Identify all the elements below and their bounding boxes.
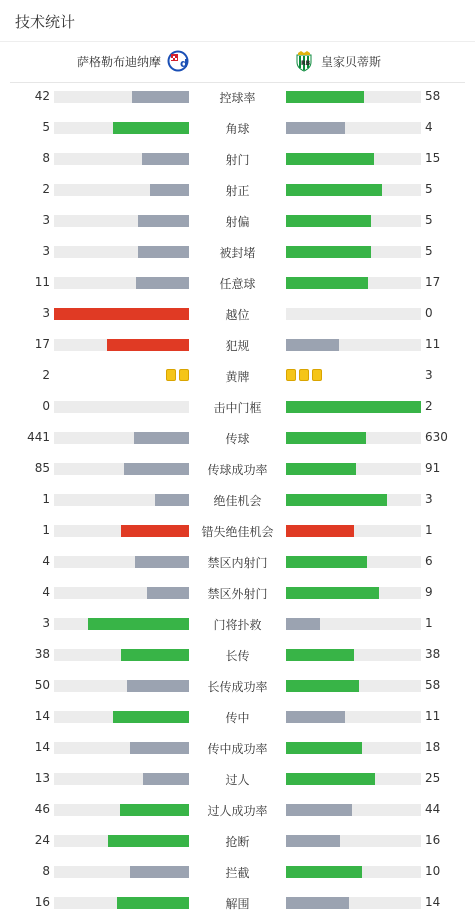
home-stat-value: 3 [42,616,50,630]
away-stat-value: 6 [425,554,433,568]
away-stat-bar-fill [286,773,375,785]
yellow-card-icon [179,369,189,381]
stat-label: 禁区内射门 [207,556,268,570]
away-stat-bar-fill [286,618,320,630]
home-stat-value: 46 [34,802,50,816]
home-stat-value: 1 [42,492,50,506]
away-stat-bar-fill [286,556,367,568]
away-stat-bar-fill [286,587,379,599]
home-stat-bar [54,711,189,723]
home-stat-value: 16 [34,895,50,909]
away-stat-bar-fill [286,649,354,661]
home-stat-value: 85 [34,461,50,475]
stat-row [0,515,475,546]
home-stat-bar [54,246,189,258]
stat-row [0,484,475,515]
home-stat-bar [54,432,189,444]
stat-row [0,391,475,422]
away-stat-bar-fill [286,277,368,289]
stat-row [0,887,475,918]
away-stat-bar-fill [286,122,345,134]
away-stat-bar-fill [286,866,362,878]
stat-label: 过人 [225,773,250,787]
stat-label: 任意球 [219,277,256,291]
home-stat-value: 3 [42,213,50,227]
stat-label: 角球 [225,122,250,136]
home-stat-bar-fill [113,711,189,723]
away-stat-bar-fill [286,246,371,258]
away-team[interactable] [293,50,381,72]
away-stat-value: 3 [425,368,433,382]
home-stat-value: 3 [42,244,50,258]
stat-label: 射门 [225,153,250,167]
stat-label: 传中成功率 [207,742,268,756]
away-stat-value: 630 [425,430,448,444]
away-stat-bar-fill [286,897,349,909]
away-stat-bar [286,680,421,692]
away-stat-value: 17 [425,275,441,289]
stat-label: 传中 [225,711,250,725]
home-stat-bar [54,897,189,909]
away-stat-bar [286,556,421,568]
home-stat-bar [54,556,189,568]
teams-header [10,42,465,83]
home-stat-bar [54,401,189,413]
home-stat-bar-fill [121,649,189,661]
stats-list [0,81,475,918]
away-stat-bar [286,91,421,103]
home-stat-bar-fill [130,866,189,878]
away-stat-value: 44 [425,802,441,816]
home-stat-bar [54,866,189,878]
home-stat-bar [54,618,189,630]
page-title: 技术统计 [15,13,76,31]
away-stat-value: 25 [425,771,441,785]
stat-label: 拦截 [225,866,250,880]
home-stat-bar-fill [143,773,189,785]
home-stat-bar-fill [150,184,189,196]
away-stat-value: 15 [425,151,441,165]
away-stat-bar-fill [286,742,362,754]
home-stat-bar [54,835,189,847]
away-stat-bar [286,649,421,661]
away-stat-bar [286,308,421,320]
home-team-name: 萨格勒布迪纳摩 [76,54,161,69]
stat-label: 错失绝佳机会 [201,525,274,539]
stat-label: 传球 [225,432,250,446]
stat-row [0,236,475,267]
home-stat-bar-fill [147,587,189,599]
away-team-name: 皇家贝蒂斯 [321,54,382,69]
home-stat-bar-fill [108,835,189,847]
away-stat-value: 3 [425,492,433,506]
home-stat-bar-fill [155,494,189,506]
home-stat-bar [54,308,189,320]
away-stat-value: 14 [425,895,441,909]
home-stat-bar-fill [54,308,189,320]
away-stat-bar-fill [286,835,340,847]
stat-row [0,825,475,856]
home-stat-bar [54,184,189,196]
home-stat-bar-fill [113,122,189,134]
stat-row [0,329,475,360]
yellow-card-icon [286,369,296,381]
stat-row [0,856,475,887]
stat-row [0,360,475,391]
away-stat-bar-fill [286,680,359,692]
stat-label: 过人成功率 [207,804,268,818]
away-stat-value: 5 [425,244,433,258]
stat-row [0,763,475,794]
stat-label: 禁区外射门 [207,587,268,601]
away-stat-value: 1 [425,523,433,537]
yellow-card-icon [312,369,322,381]
away-stat-value: 58 [425,89,441,103]
svg-text:RB: RB [301,60,311,67]
home-stat-bar [54,277,189,289]
stat-label: 被封堵 [219,246,256,260]
away-stat-value: 10 [425,864,441,878]
away-stat-value: 1 [425,616,433,630]
stat-label: 射偏 [225,215,250,229]
home-stat-value: 3 [42,306,50,320]
home-stat-bar [54,649,189,661]
stat-label: 传球成功率 [207,463,268,477]
away-stat-bar [286,401,421,413]
home-yellow-cards [166,369,189,381]
stat-row [0,608,475,639]
stat-row [0,267,475,298]
away-stat-bar-fill [286,401,421,413]
away-stat-bar [286,773,421,785]
away-stat-bar [286,277,421,289]
stat-row [0,422,475,453]
home-stat-bar-fill [138,215,189,227]
away-stat-value: 5 [425,213,433,227]
home-stat-value: 14 [34,740,50,754]
home-stat-value: 441 [27,430,50,444]
home-stat-bar [54,463,189,475]
away-stat-bar-fill [286,153,374,165]
away-stat-bar [286,711,421,723]
home-stat-value: 1 [42,523,50,537]
away-stat-bar [286,587,421,599]
home-stat-value: 8 [42,151,50,165]
yellow-card-icon [166,369,176,381]
home-stat-bar-fill [136,277,189,289]
away-stat-value: 0 [425,306,433,320]
away-stat-value: 58 [425,678,441,692]
home-stat-value: 4 [42,585,50,599]
home-stat-bar-fill [124,463,189,475]
home-stat-bar [54,525,189,537]
away-stat-value: 38 [425,647,441,661]
stat-label: 射正 [225,184,250,198]
stat-label: 抢断 [225,835,250,849]
away-stat-value: 11 [425,709,441,723]
stat-label: 长传 [225,649,250,663]
away-stat-bar-fill [286,711,345,723]
stat-row [0,143,475,174]
stat-row [0,701,475,732]
away-stat-bar [286,742,421,754]
home-stat-bar-fill [142,153,189,165]
home-stat-bar-fill [130,742,189,754]
home-stat-value: 42 [34,89,50,103]
home-team[interactable] [77,50,189,72]
yellow-card-icon [299,369,309,381]
home-stat-bar [54,153,189,165]
away-stat-value: 2 [425,399,433,413]
away-stat-value: 16 [425,833,441,847]
stat-label: 控球率 [219,91,256,105]
stat-label: 门将扑救 [213,618,262,632]
stat-row [0,577,475,608]
home-stat-bar [54,339,189,351]
home-stat-bar [54,587,189,599]
away-stat-bar-fill [286,339,339,351]
home-stat-bar-fill [127,680,189,692]
away-stat-bar [286,432,421,444]
away-stat-bar [286,339,421,351]
away-stat-bar-fill [286,463,356,475]
home-stat-value: 2 [42,182,50,196]
stat-row [0,732,475,763]
home-stat-bar [54,773,189,785]
home-stat-value: 2 [42,368,50,382]
dinamo-zagreb-crest-icon [167,50,189,72]
home-stat-bar [54,804,189,816]
home-stat-value: 0 [42,399,50,413]
home-stat-value: 24 [34,833,50,847]
home-stat-bar-fill [121,525,189,537]
stat-label: 黄牌 [225,370,250,384]
away-stat-bar [286,618,421,630]
stat-row [0,174,475,205]
home-stat-value: 11 [34,275,50,289]
away-stat-bar [286,525,421,537]
stat-row [0,205,475,236]
stat-row [0,453,475,484]
home-stat-bar [54,122,189,134]
home-stat-bar-fill [138,246,189,258]
away-stat-bar-fill [286,432,366,444]
stat-row [0,794,475,825]
away-stat-bar-fill [286,91,364,103]
away-stat-bar [286,153,421,165]
home-stat-bar-fill [117,897,189,909]
away-stat-bar [286,494,421,506]
away-stat-value: 11 [425,337,441,351]
stat-label: 绝佳机会 [213,494,262,508]
home-stat-bar-fill [134,432,189,444]
stat-row [0,639,475,670]
home-stat-bar-fill [88,618,189,630]
stat-row [0,112,475,143]
home-stat-value: 5 [42,120,50,134]
stat-label: 击中门框 [213,401,262,415]
away-stat-bar [286,897,421,909]
home-stat-value: 38 [34,647,50,661]
stat-row [0,81,475,112]
home-stat-value: 8 [42,864,50,878]
away-stat-value: 18 [425,740,441,754]
away-stat-bar [286,215,421,227]
away-yellow-cards [286,369,322,381]
away-stat-value: 4 [425,120,433,134]
home-stat-bar-fill [135,556,189,568]
away-stat-value: 91 [425,461,441,475]
home-stat-value: 4 [42,554,50,568]
home-stat-bar [54,494,189,506]
away-stat-bar [286,184,421,196]
away-stat-bar-fill [286,804,352,816]
svg-text:d: d [180,57,188,70]
away-stat-bar-fill [286,494,387,506]
home-stat-value: 14 [34,709,50,723]
home-stat-value: 17 [34,337,50,351]
away-stat-bar [286,246,421,258]
away-stat-bar [286,122,421,134]
stat-label: 解围 [225,897,250,911]
home-stat-bar [54,680,189,692]
away-stat-value: 9 [425,585,433,599]
stat-row [0,670,475,701]
stat-row [0,298,475,329]
real-betis-crest-icon [293,50,315,72]
home-stat-value: 13 [34,771,50,785]
home-stat-bar-fill [132,91,189,103]
stat-row [0,546,475,577]
stat-label: 犯规 [225,339,250,353]
away-stat-bar-fill [286,525,354,537]
away-stat-bar [286,835,421,847]
stat-label: 长传成功率 [207,680,268,694]
away-stat-bar [286,866,421,878]
home-stat-value: 50 [34,678,50,692]
away-stat-bar-fill [286,184,382,196]
home-stat-bar [54,215,189,227]
away-stat-value: 5 [425,182,433,196]
home-stat-bar [54,91,189,103]
away-stat-bar [286,463,421,475]
home-stat-bar-fill [120,804,189,816]
stat-label: 越位 [225,308,250,322]
away-stat-bar [286,804,421,816]
home-stat-bar-fill [107,339,189,351]
home-stat-bar [54,742,189,754]
away-stat-bar-fill [286,215,371,227]
